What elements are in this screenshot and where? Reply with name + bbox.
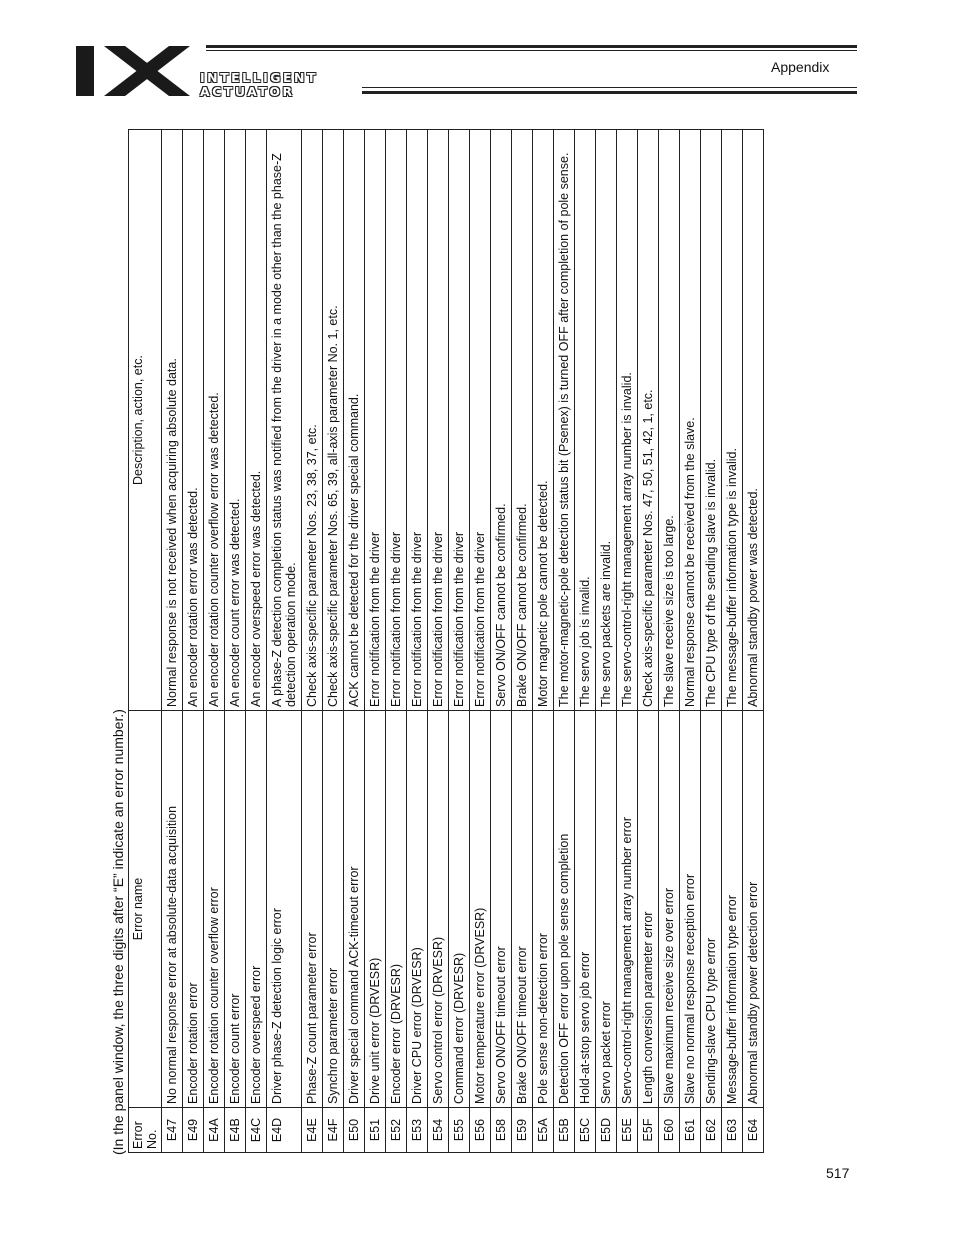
description-cell: Error notification from the driver: [428, 130, 449, 711]
error-number-cell: E58: [491, 1108, 512, 1153]
error-name-cell: Driver phase-Z detection logic error: [267, 711, 302, 1108]
error-number-cell: E4B: [225, 1108, 246, 1153]
description-cell: Normal response is not received when acquiring absolute data.: [162, 130, 183, 711]
description-cell: Servo ON/OFF cannot be confirmed.: [491, 130, 512, 711]
header-rule-bottom-thick: [362, 91, 857, 94]
error-number-cell: E55: [449, 1108, 470, 1153]
table-row: [428, 130, 449, 1153]
error-number-cell: E5E: [617, 1108, 638, 1153]
table-row: [386, 130, 407, 1153]
table-row: [533, 130, 554, 1153]
error-name-cell: Slave maximum receive size over error: [659, 711, 680, 1108]
column-header-description: Description, action, etc.: [129, 130, 162, 711]
table-row: [225, 130, 246, 1153]
error-name-cell: Sending-slave CPU type error: [701, 711, 722, 1108]
error-number-cell: E5C: [575, 1108, 596, 1153]
error-name-cell: Slave no normal response reception error: [680, 711, 701, 1108]
error-name-cell: Drive unit error (DRVESR): [365, 711, 386, 1108]
error-name-cell: Synchro parameter error: [323, 711, 344, 1108]
logo-text-actuator: ACTUATOR: [200, 83, 295, 99]
error-number-cell: E4F: [323, 1108, 344, 1153]
table-row: [323, 130, 344, 1153]
error-number-cell: E53: [407, 1108, 428, 1153]
error-name-cell: Command error (DRVESR): [449, 711, 470, 1108]
description-cell: ACK cannot be detected for the driver special command.: [344, 130, 365, 711]
table-row: [449, 130, 470, 1153]
error-number-cell: E5B: [554, 1108, 575, 1153]
description-cell: Normal response cannot be received from the slave.: [680, 130, 701, 711]
table-caption: (In the panel window, the three digits after “E” indicate an error number.): [110, 709, 126, 1155]
table-row: [659, 130, 680, 1153]
table-row: [554, 130, 575, 1153]
table-row: [701, 130, 722, 1153]
logo-text-intelligent: INTELLIGENT: [200, 70, 319, 85]
error-name-cell: Driver special command ACK-timeout error: [344, 711, 365, 1108]
logo-wordmark: [200, 71, 318, 98]
error-number-cell: E61: [680, 1108, 701, 1153]
error-number-cell: E5D: [596, 1108, 617, 1153]
table-row: [183, 130, 204, 1153]
header-rule-top-thick: [206, 45, 857, 48]
error-number-cell: E52: [386, 1108, 407, 1153]
description-cell: Check axis-specific parameter Nos. 65, 39, all-axis parameter No. 1, etc.: [323, 130, 344, 711]
error-number-cell: E47: [162, 1108, 183, 1153]
table-row: [365, 130, 386, 1153]
description-cell: Check axis-specific parameter Nos. 47, 50, 51, 42, 1, etc.: [638, 130, 659, 711]
description-cell: An encoder overspeed error was detected.: [246, 130, 267, 711]
error-name-cell: Encoder rotation counter overflow error: [204, 711, 225, 1108]
description-cell: The motor-magnetic-pole detection status bit (Psenex) is turned OFF after completion of pole sense.: [554, 130, 575, 711]
description-cell: The servo job is invalid.: [575, 130, 596, 711]
error-name-cell: Phase-Z count parameter error: [302, 711, 323, 1108]
table-row: [246, 130, 267, 1153]
table-row: [302, 130, 323, 1153]
table-row: [344, 130, 365, 1153]
error-name-cell: Encoder error (DRVESR): [386, 711, 407, 1108]
error-name-cell: Servo packet error: [596, 711, 617, 1108]
description-cell: A phase-Z detection completion status was notified from the driver in a mode other than the phase-Z detection operation mode.: [267, 130, 302, 711]
error-number-cell: E51: [365, 1108, 386, 1153]
description-cell: Error notification from the driver: [449, 130, 470, 711]
error-number-cell: E4E: [302, 1108, 323, 1153]
error-number-cell: E54: [428, 1108, 449, 1153]
table-row: [407, 130, 428, 1153]
error-name-cell: Hold-at-stop servo job error: [575, 711, 596, 1108]
error-number-cell: E64: [743, 1108, 764, 1153]
column-header-error-no: Error No.: [129, 1108, 162, 1153]
table-row: [680, 130, 701, 1153]
description-cell: Error notification from the driver: [386, 130, 407, 711]
error-number-cell: E56: [470, 1108, 491, 1153]
column-header-error-name: Error name: [129, 711, 162, 1108]
table-row: [596, 130, 617, 1153]
description-cell: Check axis-specific parameter Nos. 23, 38, 37, etc.: [302, 130, 323, 711]
description-cell: An encoder count error was detected.: [225, 130, 246, 711]
description-cell: Error notification from the driver: [470, 130, 491, 711]
page-number: 517: [826, 1165, 850, 1181]
table-header-row: [129, 130, 162, 1153]
error-name-cell: Pole sense non-detection error: [533, 711, 554, 1108]
table-row: [162, 130, 183, 1153]
description-cell: The servo packets are invalid.: [596, 130, 617, 711]
error-number-cell: E4D: [267, 1108, 302, 1153]
error-name-cell: Servo control error (DRVESR): [428, 711, 449, 1108]
description-cell: Motor magnetic pole cannot be detected.: [533, 130, 554, 711]
error-name-cell: No normal response error at absolute-data acquisition: [162, 711, 183, 1108]
description-cell: An encoder rotation counter overflow error was detected.: [204, 130, 225, 711]
error-name-cell: Encoder count error: [225, 711, 246, 1108]
table-row: [575, 130, 596, 1153]
table-row: [512, 130, 533, 1153]
description-cell: The CPU type of the sending slave is invalid.: [701, 130, 722, 711]
description-cell: The servo-control-right management array number is invalid.: [617, 130, 638, 711]
error-number-cell: E63: [722, 1108, 743, 1153]
rotated-content: [108, 130, 768, 1155]
description-cell: The slave receive size is too large.: [659, 130, 680, 711]
ix-logo-mark: [76, 46, 190, 96]
description-cell: Error notification from the driver: [365, 130, 386, 711]
table-row: [743, 130, 764, 1153]
error-name-cell: Abnormal standby power detection error: [743, 711, 764, 1108]
description-cell: Brake ON/OFF cannot be confirmed.: [512, 130, 533, 711]
error-name-cell: Driver CPU error (DRVESR): [407, 711, 428, 1108]
error-name-cell: Brake ON/OFF timeout error: [512, 711, 533, 1108]
error-number-cell: E4C: [246, 1108, 267, 1153]
error-number-cell: E4A: [204, 1108, 225, 1153]
error-name-cell: Encoder overspeed error: [246, 711, 267, 1108]
error-name-cell: Servo ON/OFF timeout error: [491, 711, 512, 1108]
error-table: [128, 129, 764, 1153]
table-row: [470, 130, 491, 1153]
error-name-cell: Motor temperature error (DRVESR): [470, 711, 491, 1108]
error-number-cell: E5A: [533, 1108, 554, 1153]
table-row: [491, 130, 512, 1153]
error-number-cell: E49: [183, 1108, 204, 1153]
error-name-cell: Length conversion parameter error: [638, 711, 659, 1108]
table-row: [638, 130, 659, 1153]
description-cell: Error notification from the driver: [407, 130, 428, 711]
error-name-cell: Encoder rotation error: [183, 711, 204, 1108]
header-rule-bottom-thin: [362, 87, 857, 88]
error-name-cell: Message-buffer information type error: [722, 711, 743, 1108]
error-number-cell: E59: [512, 1108, 533, 1153]
error-number-cell: E5F: [638, 1108, 659, 1153]
error-name-cell: Servo-control-right management array number error: [617, 711, 638, 1108]
error-name-cell: Detection OFF error upon pole sense completion: [554, 711, 575, 1108]
error-number-cell: E50: [344, 1108, 365, 1153]
description-cell: The message-buffer information type is invalid.: [722, 130, 743, 711]
table-row: [267, 130, 302, 1153]
table-row: [722, 130, 743, 1153]
table-row: [617, 130, 638, 1153]
section-title: Appendix: [771, 59, 830, 75]
header-rule-top-thin: [206, 50, 857, 51]
description-cell: Abnormal standby power was detected.: [743, 130, 764, 711]
description-cell: An encoder rotation error was detected.: [183, 130, 204, 711]
error-number-cell: E60: [659, 1108, 680, 1153]
error-number-cell: E62: [701, 1108, 722, 1153]
table-row: [204, 130, 225, 1153]
